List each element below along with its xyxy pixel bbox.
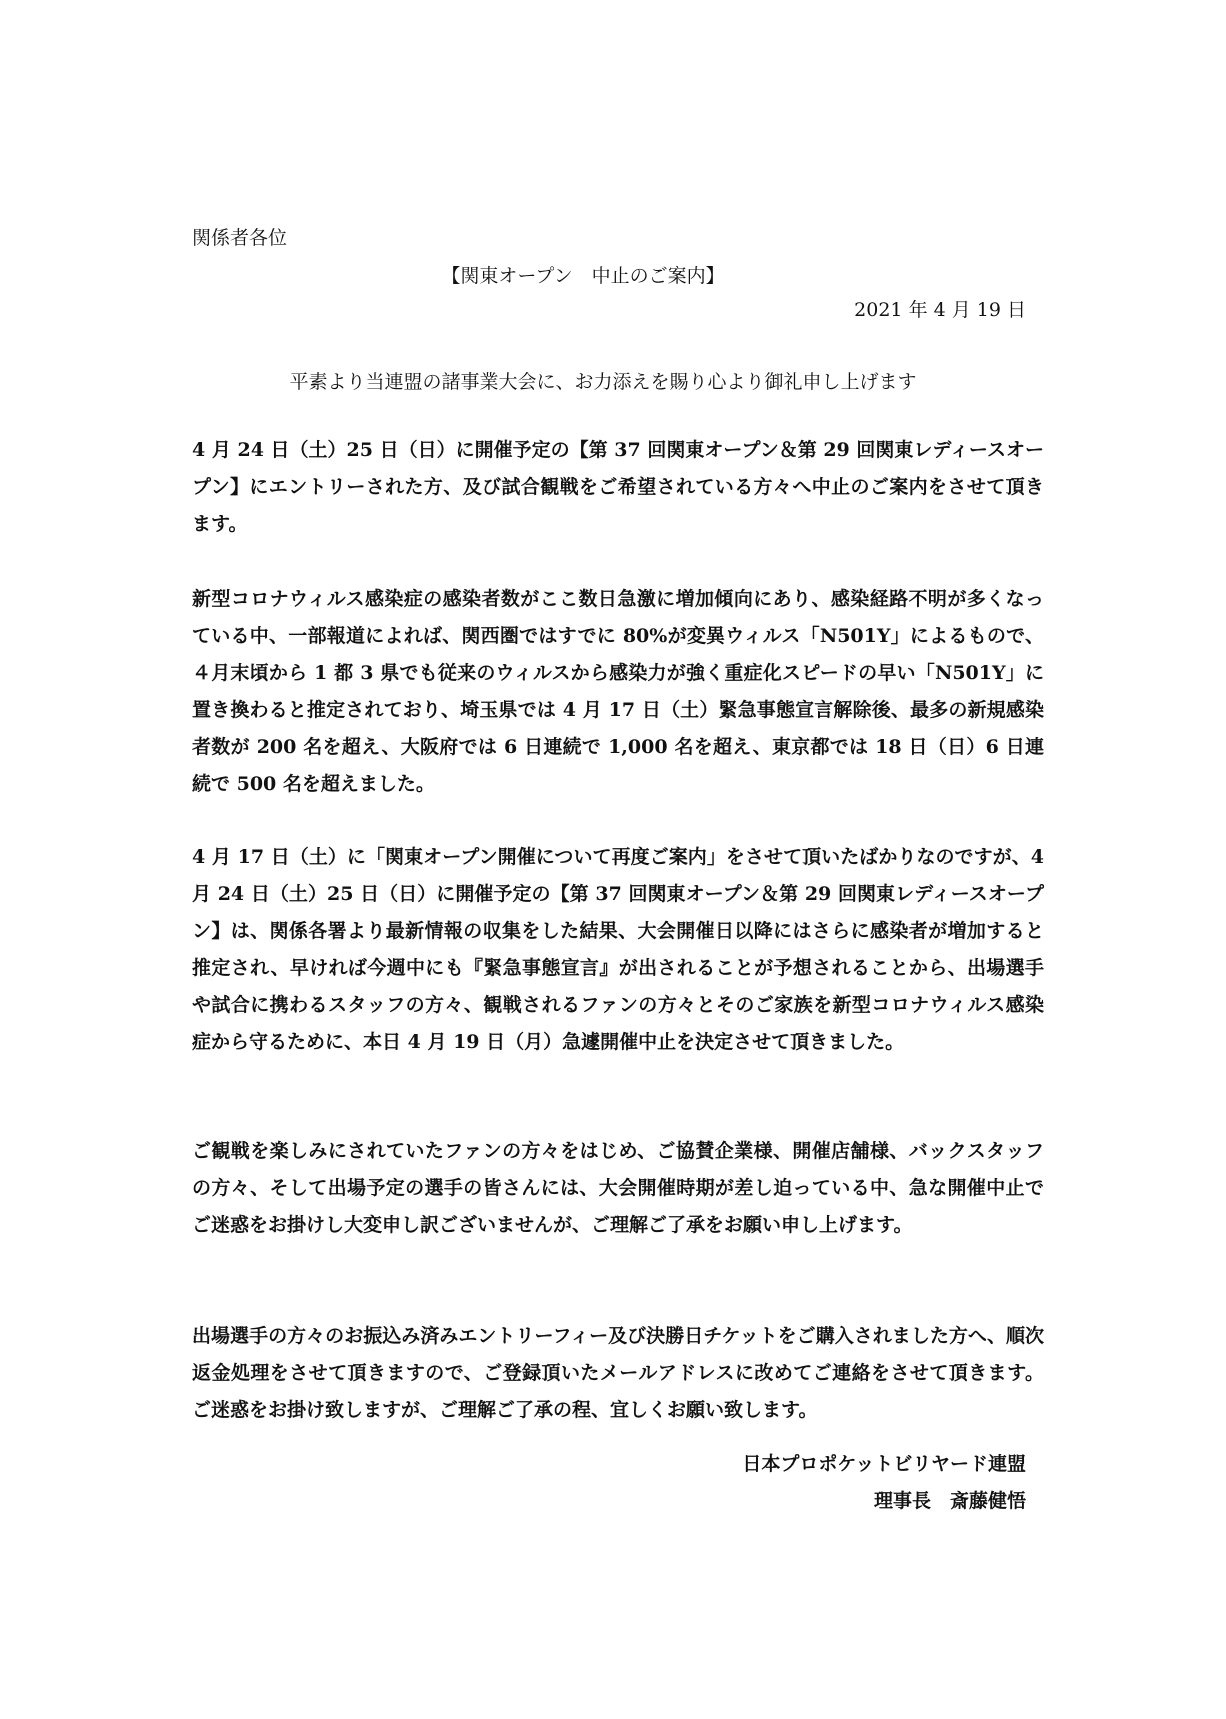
document-date: 2021 年 4 月 19 日: [854, 299, 1026, 321]
signature-organization: 日本プロポケットビリヤード連盟: [742, 1453, 1026, 1475]
document-title: [0, 264, 1226, 289]
document-title-text: 【関東オープン 中止のご案内】: [441, 265, 725, 287]
addressee: 関係者各位: [192, 227, 288, 249]
paragraph-cancellation-decision: 4 月 17 日（土）に「関東オープン開催について再度ご案内」をさせて頂いたばかりなのですが、4 月 24 日（土）25 日（日）に開催予定の【第 37 回関東オープン＆第 29 回関東レディースオープン】は、関係各署より最新情報の収集をした結果、大会開催日以降にはさらに感染者が増加すると推定され、早ければ今週中にも『緊急事態宣言』が出されることが予想されることから、出場選手や試合に携わるスタッフの方々、観戦されるファンの方々とそのご家族を新型コロナウィルス感染症から守るために、本日 4 月 19 日（月）急遽開催中止を決定させて頂きました。: [192, 846, 1044, 1053]
paragraph-infection-status: 新型コロナウィルス感染症の感染者数がここ数日急激に増加傾向にあり、感染経路不明が多くなっている中、一部報道によれば、関西圏ではすでに 80%が変異ウィルス「N501Y」によるもので、４月末頃から 1 都 3 県でも従来のウィルスから感染力が強く重症化スピードの早い「N501Y」に置き換わると推定されており、埼玉県では 4 月 17 日（土）緊急事態宣言解除後、最多の新規感染者数が 200 名を超え、大阪府では 6 日連続で 1,000 名を超え、東京都では 18 日（日）6 日連続で 500 名を超えました。: [192, 588, 1044, 795]
signature-signer: 理事長 斎藤健悟: [873, 1490, 1026, 1512]
greeting-text: 平素より当連盟の諸事業大会に、お力添えを賜り心より御礼申し上げます: [289, 371, 917, 393]
paragraph-announcement: 4 月 24 日（土）25 日（日）に開催予定の【第 37 回関東オープン＆第 29 回関東レディースオープン】にエントリーされた方、及び試合観戦をご希望されている方々へ中止のご案内をさせて頂きます。: [192, 439, 1044, 535]
paragraph-refund: 出場選手の方々のお振込み済みエントリーフィー及び決勝日チケットをご購入されました方へ、順次返金処理をさせて頂きますので、ご登録頂いたメールアドレスに改めてご連絡をさせて頂きます。ご迷惑をお掛け致しますが、ご理解ご了承の程、宜しくお願い致します。: [192, 1325, 1044, 1421]
paragraph-apology: ご観戦を楽しみにされていたファンの方々をはじめ、ご協賛企業様、開催店舗様、バックスタッフの方々、そして出場予定の選手の皆さんには、大会開催時期が差し迫っている中、急な開催中止でご迷惑をお掛けし大変申し訳ございませんが、ご理解ご了承をお願い申し上げます。: [192, 1140, 1044, 1236]
greeting: [0, 370, 1226, 395]
